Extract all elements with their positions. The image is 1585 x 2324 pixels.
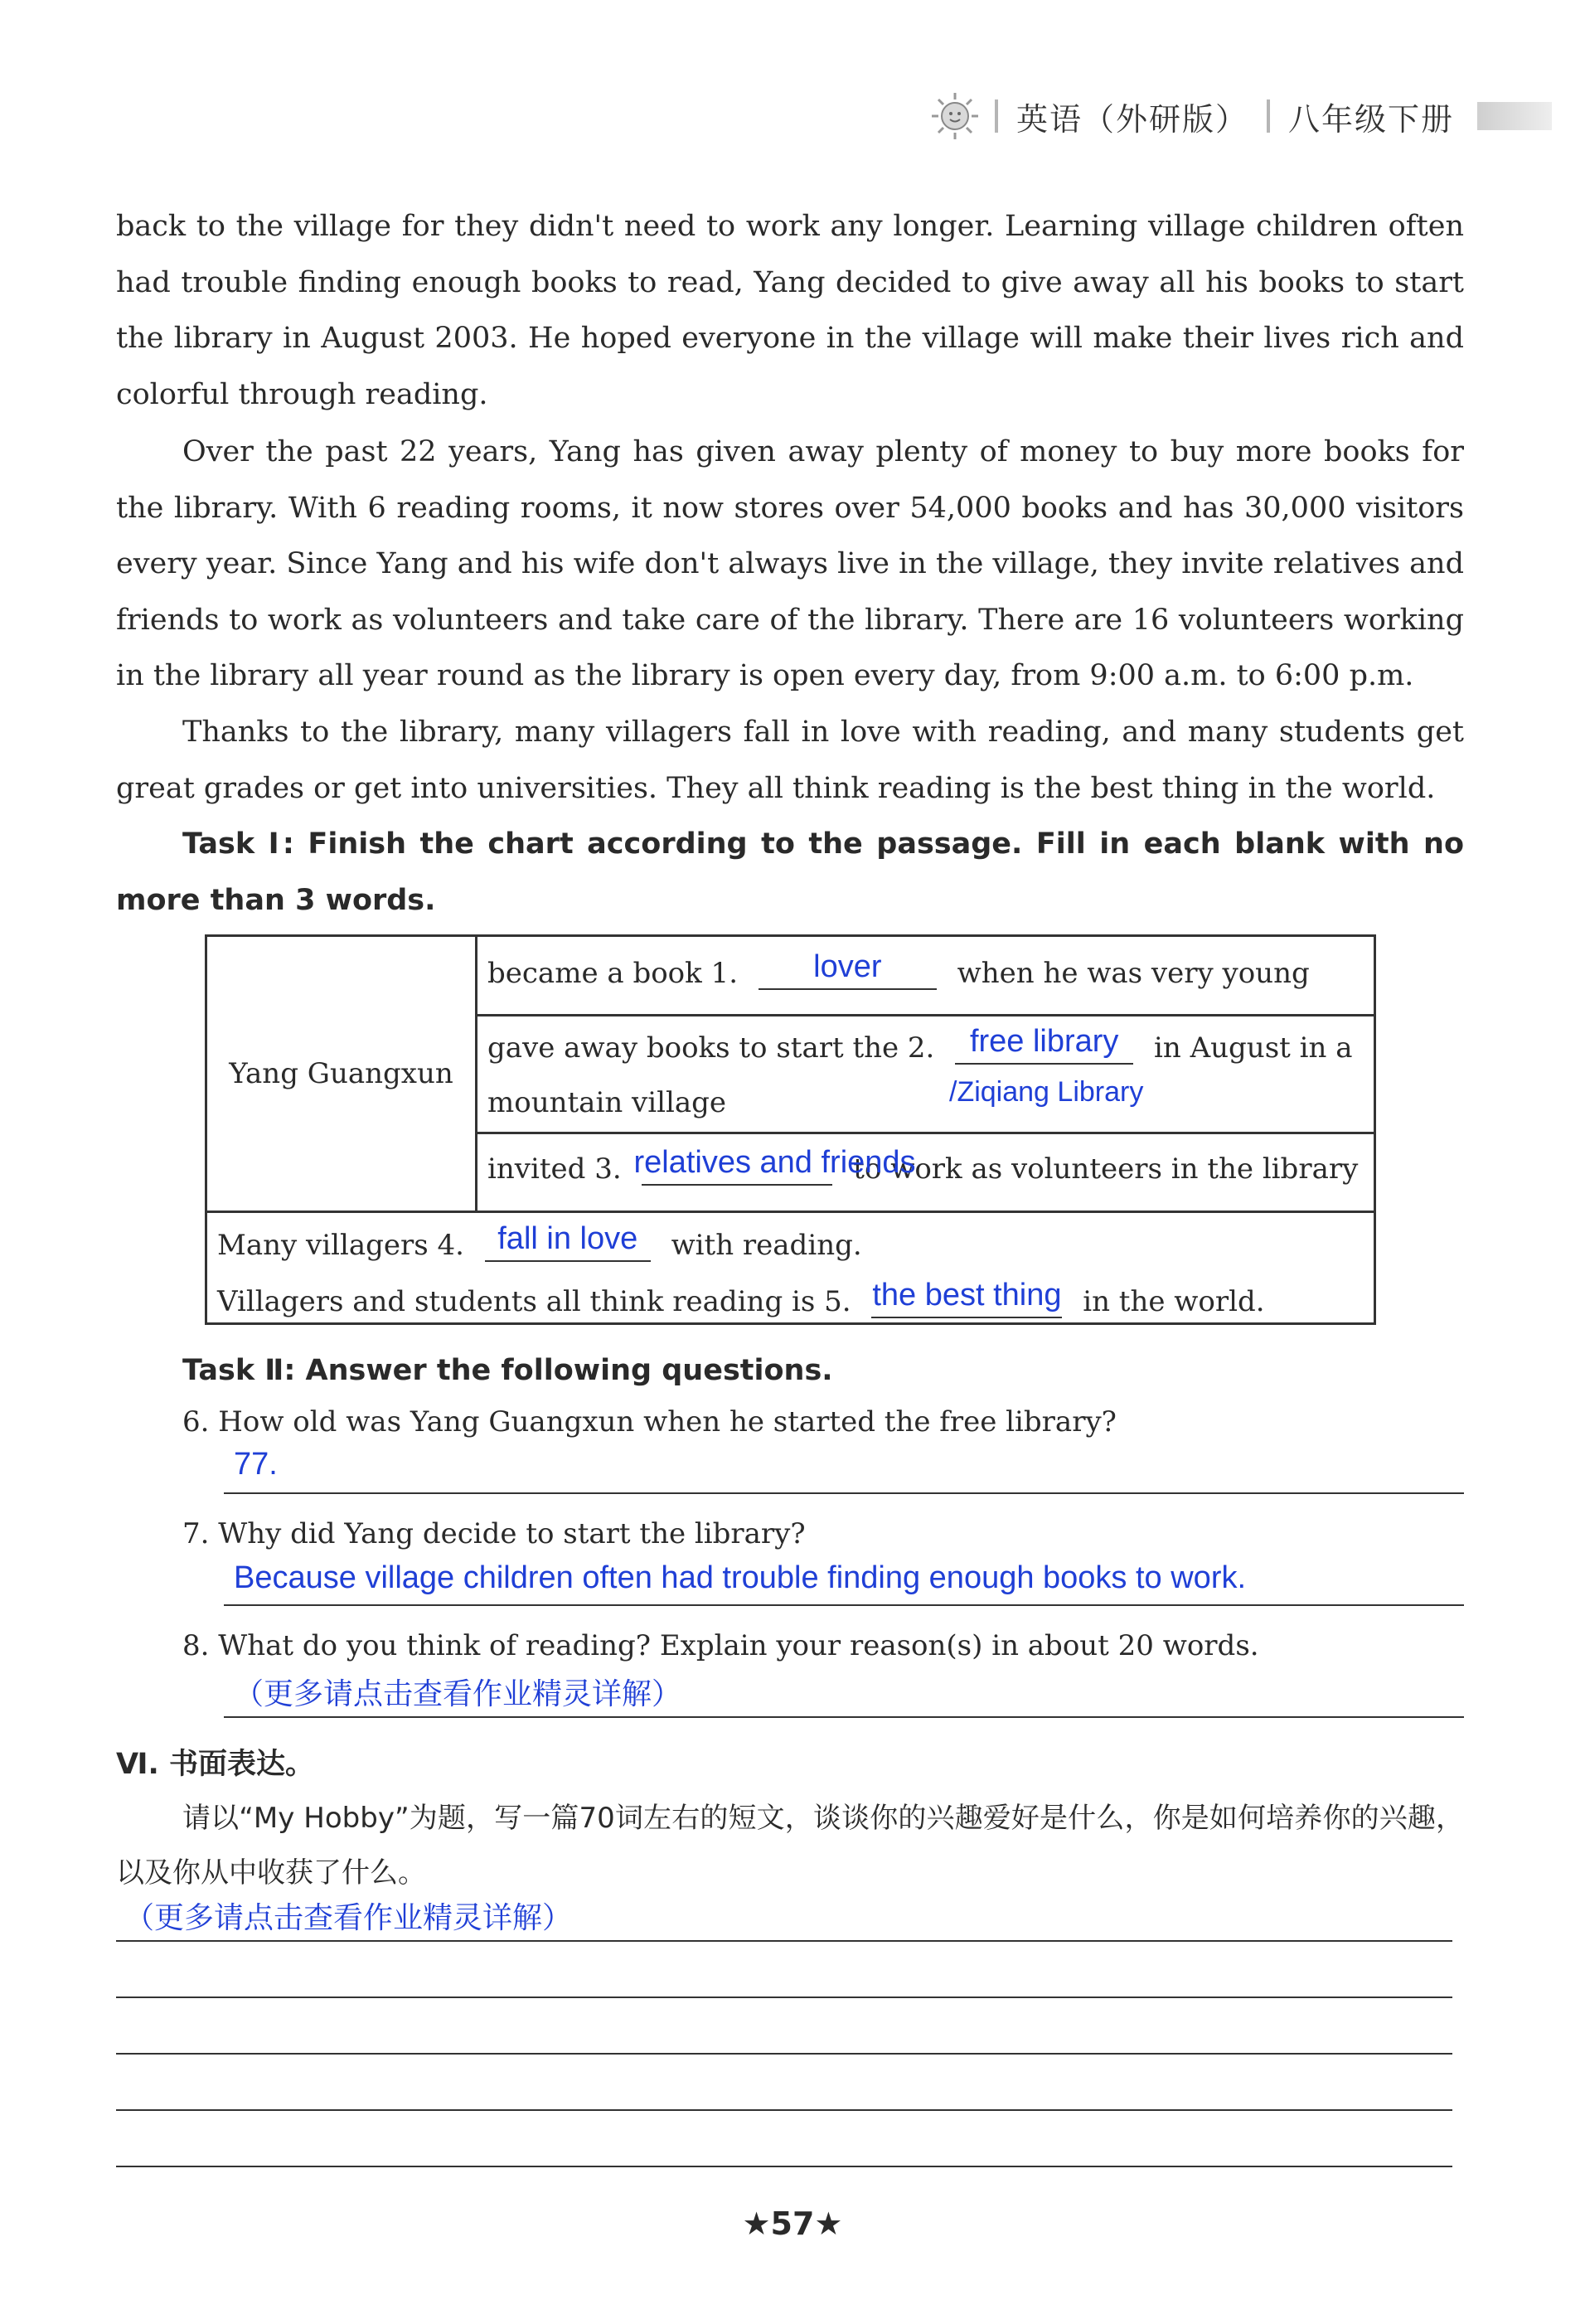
row4-text: Many villagers 4. <box>217 1229 464 1262</box>
writing-answer: （更多请点击查看作业精灵详解） <box>124 1901 573 1935</box>
answer-line-7[interactable] <box>224 1604 1464 1606</box>
row3-text: invited 3. <box>487 1152 622 1186</box>
writing-line[interactable] <box>116 2109 1452 2111</box>
answer-1: lover <box>813 949 882 984</box>
chart-row-2 <box>487 1024 1353 1065</box>
passage-paragraph-2: Over the past 22 years, Yang has given away plenty of money to buy more books for the library. With 6 reading rooms, it now stores over 54,000 books and has 30,000 visitors every year. Since Yang and his wife don't always live in the village, they invite relatives and friends to work as volunteers and take care of the library. There are 16 volunteers working in the library all year round as the library is open every day, from 9:00 a.m. to 6:00 p.m. <box>116 435 1464 692</box>
answer-5: the best thing <box>872 1278 1062 1312</box>
header-divider <box>995 99 998 133</box>
chart-row-5 <box>217 1278 1265 1318</box>
blank-1[interactable] <box>759 949 937 990</box>
answer-line-6[interactable] <box>224 1492 1464 1494</box>
chart-table <box>205 934 1376 1325</box>
answer-2: free library <box>969 1024 1119 1059</box>
chart-divider <box>475 1014 1376 1016</box>
row4-text: with reading. <box>671 1229 862 1262</box>
row1-text: became a book 1. <box>487 957 738 990</box>
row1-text: when he was very young <box>957 957 1310 990</box>
question-6: 6. How old was Yang Guangxun when he started the free library? <box>182 1405 1117 1439</box>
row2-text: gave away books to start the 2. <box>487 1031 935 1065</box>
chart-row-3 <box>487 1145 1359 1186</box>
sun-logo-icon <box>930 91 980 141</box>
answer-7: Because village children often had trouble finding enough books to work. <box>234 1560 1247 1595</box>
row5-text: Villagers and students all think reading is 5. <box>217 1285 851 1318</box>
row2-text: in August in a <box>1154 1031 1353 1065</box>
answer-3: relatives and friends <box>633 1145 916 1180</box>
row2-line2: mountain village <box>487 1086 727 1119</box>
row3-text: to work as volunteers in the library <box>853 1152 1359 1186</box>
question-7: 7. Why did Yang decide to start the library? <box>182 1517 806 1550</box>
writing-prompt: 请以“My Hobby”为题，写一篇70词左右的短文，谈谈你的兴趣爱好是什么，你是如何培养你的兴趣，以及你从中收获了什么。 <box>116 1802 1464 1890</box>
page-header <box>930 90 1552 143</box>
chart-divider <box>475 1132 1376 1134</box>
chart-person-cell <box>207 937 475 1211</box>
task1-instruction: Task Ⅰ: Finish the chart according to the passage. Fill in each blank with no more than 3 words. <box>116 827 1464 917</box>
question-8: 8. What do you think of reading? Explain your reason(s) in about 20 words. <box>182 1629 1259 1662</box>
writing-line[interactable] <box>116 1997 1452 1998</box>
blank-4[interactable] <box>485 1221 651 1262</box>
chart-row-4 <box>217 1221 862 1262</box>
writing-line[interactable] <box>116 1940 1452 1942</box>
writing-line[interactable] <box>116 2166 1452 2167</box>
chart-divider <box>475 937 477 1211</box>
header-decoration <box>1477 102 1552 130</box>
answer-line-8[interactable] <box>224 1716 1464 1718</box>
row5-text: in the world. <box>1083 1285 1265 1318</box>
writing-heading: Ⅵ. 书面表达。 <box>116 1748 314 1781</box>
chart-row-1 <box>487 949 1310 990</box>
header-divider <box>1267 99 1270 133</box>
answer-4: fall in love <box>497 1221 638 1256</box>
task2-instruction: Task Ⅱ: Answer the following questions. <box>182 1354 833 1387</box>
writing-line[interactable] <box>116 2053 1452 2055</box>
grade-title: 八年级下册 <box>1287 100 1454 138</box>
answer-2-alt: /Ziqiang Library <box>949 1076 1144 1108</box>
blank-3[interactable] <box>633 1145 916 1186</box>
passage-paragraph-3: Thanks to the library, many villagers fall in love with reading, and many students get great grades or get into universities. They all think reading is the best thing in the world. <box>116 716 1464 805</box>
blank-5[interactable] <box>871 1278 1062 1318</box>
chart-divider <box>207 1211 1376 1213</box>
answer-8: （更多请点击查看作业精灵详解） <box>234 1677 682 1711</box>
subject-title: 英语（外研版） <box>1015 100 1248 138</box>
page-number: ★57★ <box>742 2205 843 2242</box>
passage-paragraph-1: back to the village for they didn't need to work any longer. Learning village children often had trouble finding enough books to read, Yang decided to give away all his books to start the library in August 2003. He hoped everyone in the village will make their lives rich and colorful through reading. <box>116 210 1464 411</box>
answer-6: 77. <box>234 1447 278 1482</box>
blank-2[interactable] <box>955 1024 1133 1065</box>
person-name: Yang Guangxun <box>229 1057 453 1090</box>
